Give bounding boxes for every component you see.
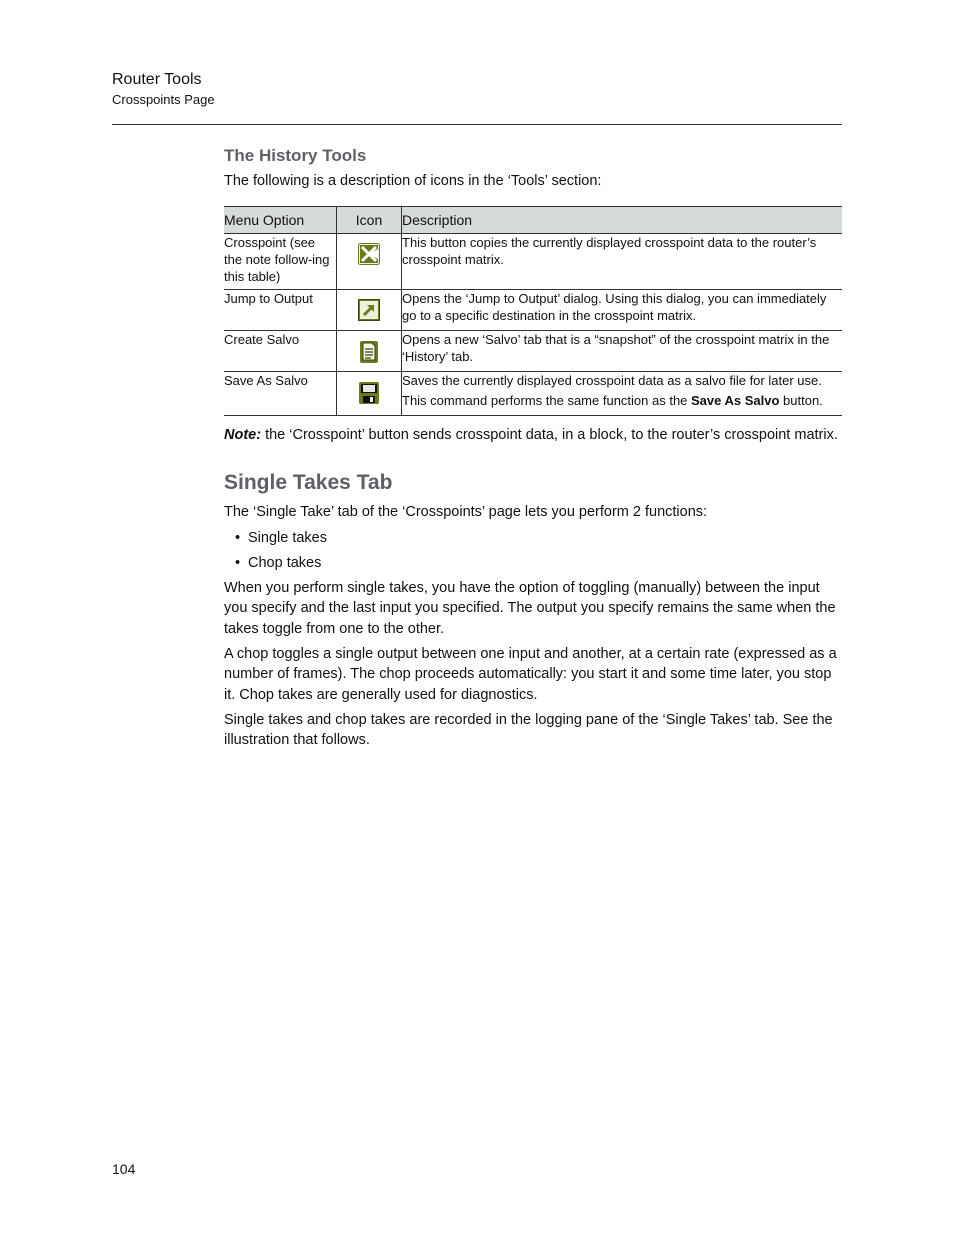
page-content bbox=[224, 144, 842, 751]
list-item: • Single takes bbox=[224, 528, 842, 549]
header-divider bbox=[112, 124, 842, 125]
table-row bbox=[224, 289, 842, 330]
description-cell bbox=[402, 233, 843, 289]
save-as-salvo-bold-label: Save As Salvo bbox=[691, 392, 780, 408]
functions-list bbox=[224, 528, 842, 574]
history-intro: The following is a description of icons in the ‘Tools’ section: bbox=[224, 173, 602, 189]
crosspoint-icon bbox=[358, 243, 380, 269]
paragraph-chop: A chop toggles a single output between one input and another, at a certain rate (expressed as a number of frames). The chop proceeds automatically: you start it and some time later, you stop it. Chop takes are generally used for diagnostics. bbox=[224, 645, 837, 703]
menu-option-cell bbox=[224, 371, 337, 415]
paragraph-single-takes: When you perform single takes, you have the option of toggling (manually) between the input you specify and the last input you specified. The output you specify remains the same when the takes toggle from one to the other. bbox=[224, 579, 836, 637]
column-header-description: Description bbox=[402, 206, 843, 233]
description-text: This button copies the currently displayed crosspoint data to the router’s crosspoint matrix. bbox=[402, 234, 817, 267]
description-text-line2 bbox=[402, 392, 842, 409]
menu-option-label: Save As Salvo bbox=[224, 372, 308, 388]
note-label: Note: bbox=[224, 426, 262, 443]
description-cell bbox=[402, 371, 843, 415]
salvo-document-icon bbox=[358, 340, 380, 368]
table-row bbox=[224, 371, 842, 415]
icon-cell bbox=[337, 233, 402, 289]
chapter-title: Router Tools bbox=[112, 71, 202, 88]
single-takes-heading: Single Takes Tab bbox=[224, 471, 393, 494]
table-row bbox=[224, 233, 842, 289]
description-text-pre: This command performs the same function as the bbox=[402, 392, 692, 408]
icon-cell bbox=[337, 330, 402, 371]
menu-option-label: Jump to Output bbox=[224, 290, 313, 306]
menu-option-label: Crosspoint (see the note follow-ing this table) bbox=[224, 234, 330, 284]
menu-option-cell bbox=[224, 289, 337, 330]
icon-cell bbox=[337, 371, 402, 415]
table-row bbox=[224, 330, 842, 371]
paragraph-logging: Single takes and chop takes are recorded in the logging pane of the ‘Single Takes’ tab. See the illustration that follows. bbox=[224, 711, 833, 748]
description-cell bbox=[402, 289, 843, 330]
section-subtitle: Crosspoints Page bbox=[112, 92, 215, 107]
menu-option-cell bbox=[224, 330, 337, 371]
menu-option-cell bbox=[224, 233, 337, 289]
list-item: • Chop takes bbox=[224, 553, 842, 574]
column-header-icon: Icon bbox=[337, 206, 402, 233]
table-note bbox=[224, 425, 842, 446]
column-header-menu-option: Menu Option bbox=[224, 206, 337, 233]
tools-table bbox=[224, 206, 842, 416]
description-text: Opens a new ‘Salvo’ tab that is a “snapshot” of the crosspoint matrix in the ‘History’ tab. bbox=[402, 331, 830, 364]
description-text: Opens the ‘Jump to Output’ dialog. Using this dialog, you can immediately go to a specific destination in the crosspoint matrix. bbox=[402, 290, 827, 323]
icon-cell bbox=[337, 289, 402, 330]
running-header bbox=[112, 70, 215, 109]
description-cell bbox=[402, 330, 843, 371]
single-takes-intro: The ‘Single Take’ tab of the ‘Crosspoints’ page lets you perform 2 functions: bbox=[224, 504, 708, 520]
history-tools-heading: The History Tools bbox=[224, 146, 367, 165]
table-header-row bbox=[224, 206, 842, 233]
page-number: 104 bbox=[112, 1161, 136, 1177]
note-text: the ‘Crosspoint’ button sends crosspoint data, in a block, to the router’s crosspoint matrix. bbox=[261, 426, 838, 443]
jump-arrow-icon bbox=[358, 299, 380, 325]
description-text-post: button. bbox=[779, 392, 823, 408]
menu-option-label: Create Salvo bbox=[224, 331, 300, 347]
description-text: Saves the currently displayed crosspoint data as a salvo file for later use. bbox=[402, 372, 822, 388]
floppy-disk-icon bbox=[358, 381, 380, 409]
